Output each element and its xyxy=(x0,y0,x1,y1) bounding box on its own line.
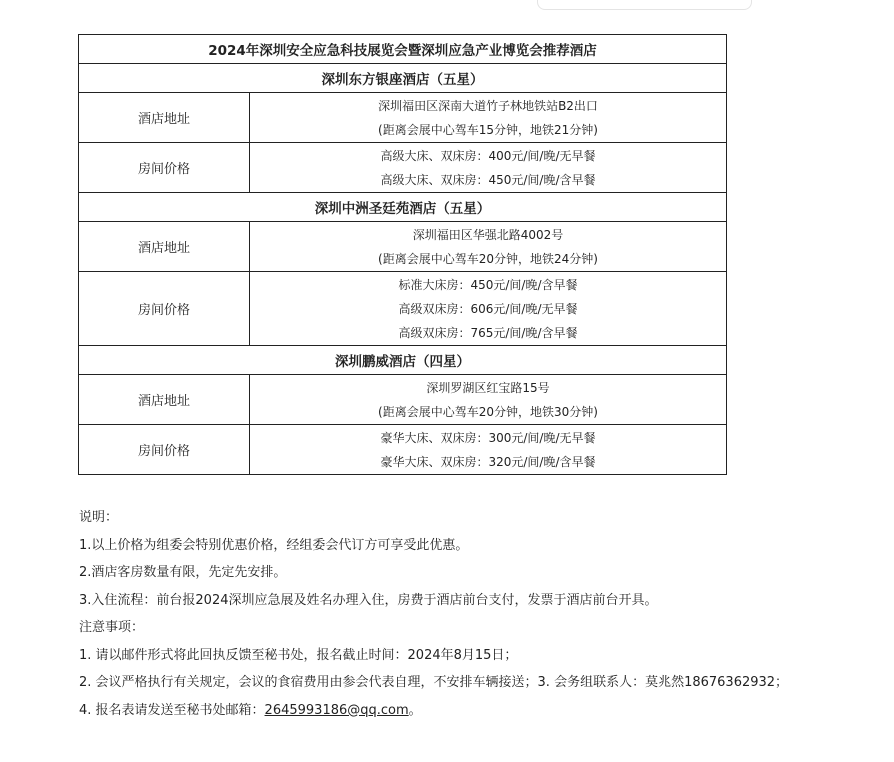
address-line: 深圳福田区深南大道竹子林地铁站B2出口 xyxy=(378,98,598,113)
table-row xyxy=(79,425,727,475)
address-line: 深圳福田区华强北路4002号 xyxy=(412,227,564,242)
top-panel-edge xyxy=(537,0,752,10)
price-line: 标准大床房：450元/间/晚/含早餐 xyxy=(398,277,578,292)
price-line: 高级大床、双床房：450元/间/晚/含早餐 xyxy=(380,172,596,187)
hotel-name: 深圳鹏威酒店（四星） xyxy=(79,346,727,375)
email-line xyxy=(79,697,891,725)
email-prefix: 4. 报名表请发送至秘书处邮箱： xyxy=(79,702,265,718)
price-line: 豪华大床、双床房：300元/间/晚/无早餐 xyxy=(380,430,596,445)
address-label: 酒店地址 xyxy=(79,375,250,425)
note-item: 1.以上价格为组委会特别优惠价格，经组委会代订方可享受此优惠。 xyxy=(79,537,469,553)
attention-item: 2. 会议严格执行有关规定，会议的食宿费用由参会代表自理，不安排车辆接送；3. 会务组联系人：莫兆然18676362932； xyxy=(79,675,789,690)
notes-heading: 说明： xyxy=(79,510,119,525)
hotel-name-row xyxy=(79,193,727,222)
notes-section xyxy=(79,504,891,724)
price-label: 房间价格 xyxy=(79,425,250,475)
address-line: (距离会展中心驾车20分钟，地铁30分钟) xyxy=(378,404,598,419)
address-value xyxy=(250,375,727,425)
address-value xyxy=(250,93,727,143)
address-line: 深圳罗湖区红宝路15号 xyxy=(426,380,550,395)
table-row xyxy=(79,143,727,193)
note-item: 3.入住流程：前台报2024深圳应急展及姓名办理入住，房费于酒店前台支付，发票于酒店前台开具。 xyxy=(79,592,658,608)
table-row xyxy=(79,375,727,425)
address-value xyxy=(250,222,727,272)
price-line: 豪华大床、双床房：320元/间/晚/含早餐 xyxy=(380,454,596,469)
hotel-name: 深圳东方银座酒店（五星） xyxy=(79,64,727,93)
table-row xyxy=(79,222,727,272)
address-label: 酒店地址 xyxy=(79,222,250,272)
attention-item: 1. 请以邮件形式将此回执反馈至秘书处，报名截止时间：2024年8月15日； xyxy=(79,647,518,663)
address-line: (距离会展中心驾车20分钟，地铁24分钟) xyxy=(378,251,598,266)
hotel-name-row xyxy=(79,64,727,93)
price-label: 房间价格 xyxy=(79,272,250,346)
table-row xyxy=(79,93,727,143)
table-title-row xyxy=(79,35,727,64)
address-line: (距离会展中心驾车15分钟，地铁21分钟) xyxy=(378,122,598,137)
price-value xyxy=(250,425,727,475)
email-link[interactable]: 2645993186@qq.com xyxy=(264,702,409,718)
price-line: 高级大床、双床房：400元/间/晚/无早餐 xyxy=(380,148,596,163)
hotel-table xyxy=(78,34,727,475)
price-line: 高级双床房：606元/间/晚/无早餐 xyxy=(398,301,578,316)
price-value xyxy=(250,272,727,346)
hotel-name-row xyxy=(79,346,727,375)
note-item: 2.酒店客房数量有限，先定先安排。 xyxy=(79,565,287,580)
attention-heading: 注意事项： xyxy=(79,620,145,635)
hotel-name: 深圳中洲圣廷苑酒店（五星） xyxy=(79,193,727,222)
table-row xyxy=(79,272,727,346)
price-label: 房间价格 xyxy=(79,143,250,193)
price-value xyxy=(250,143,727,193)
table-title: 2024年深圳安全应急科技展览会暨深圳应急产业博览会推荐酒店 xyxy=(79,35,727,64)
email-suffix: 。 xyxy=(408,702,422,718)
price-line: 高级双床房：765元/间/晚/含早餐 xyxy=(398,325,578,340)
address-label: 酒店地址 xyxy=(79,93,250,143)
